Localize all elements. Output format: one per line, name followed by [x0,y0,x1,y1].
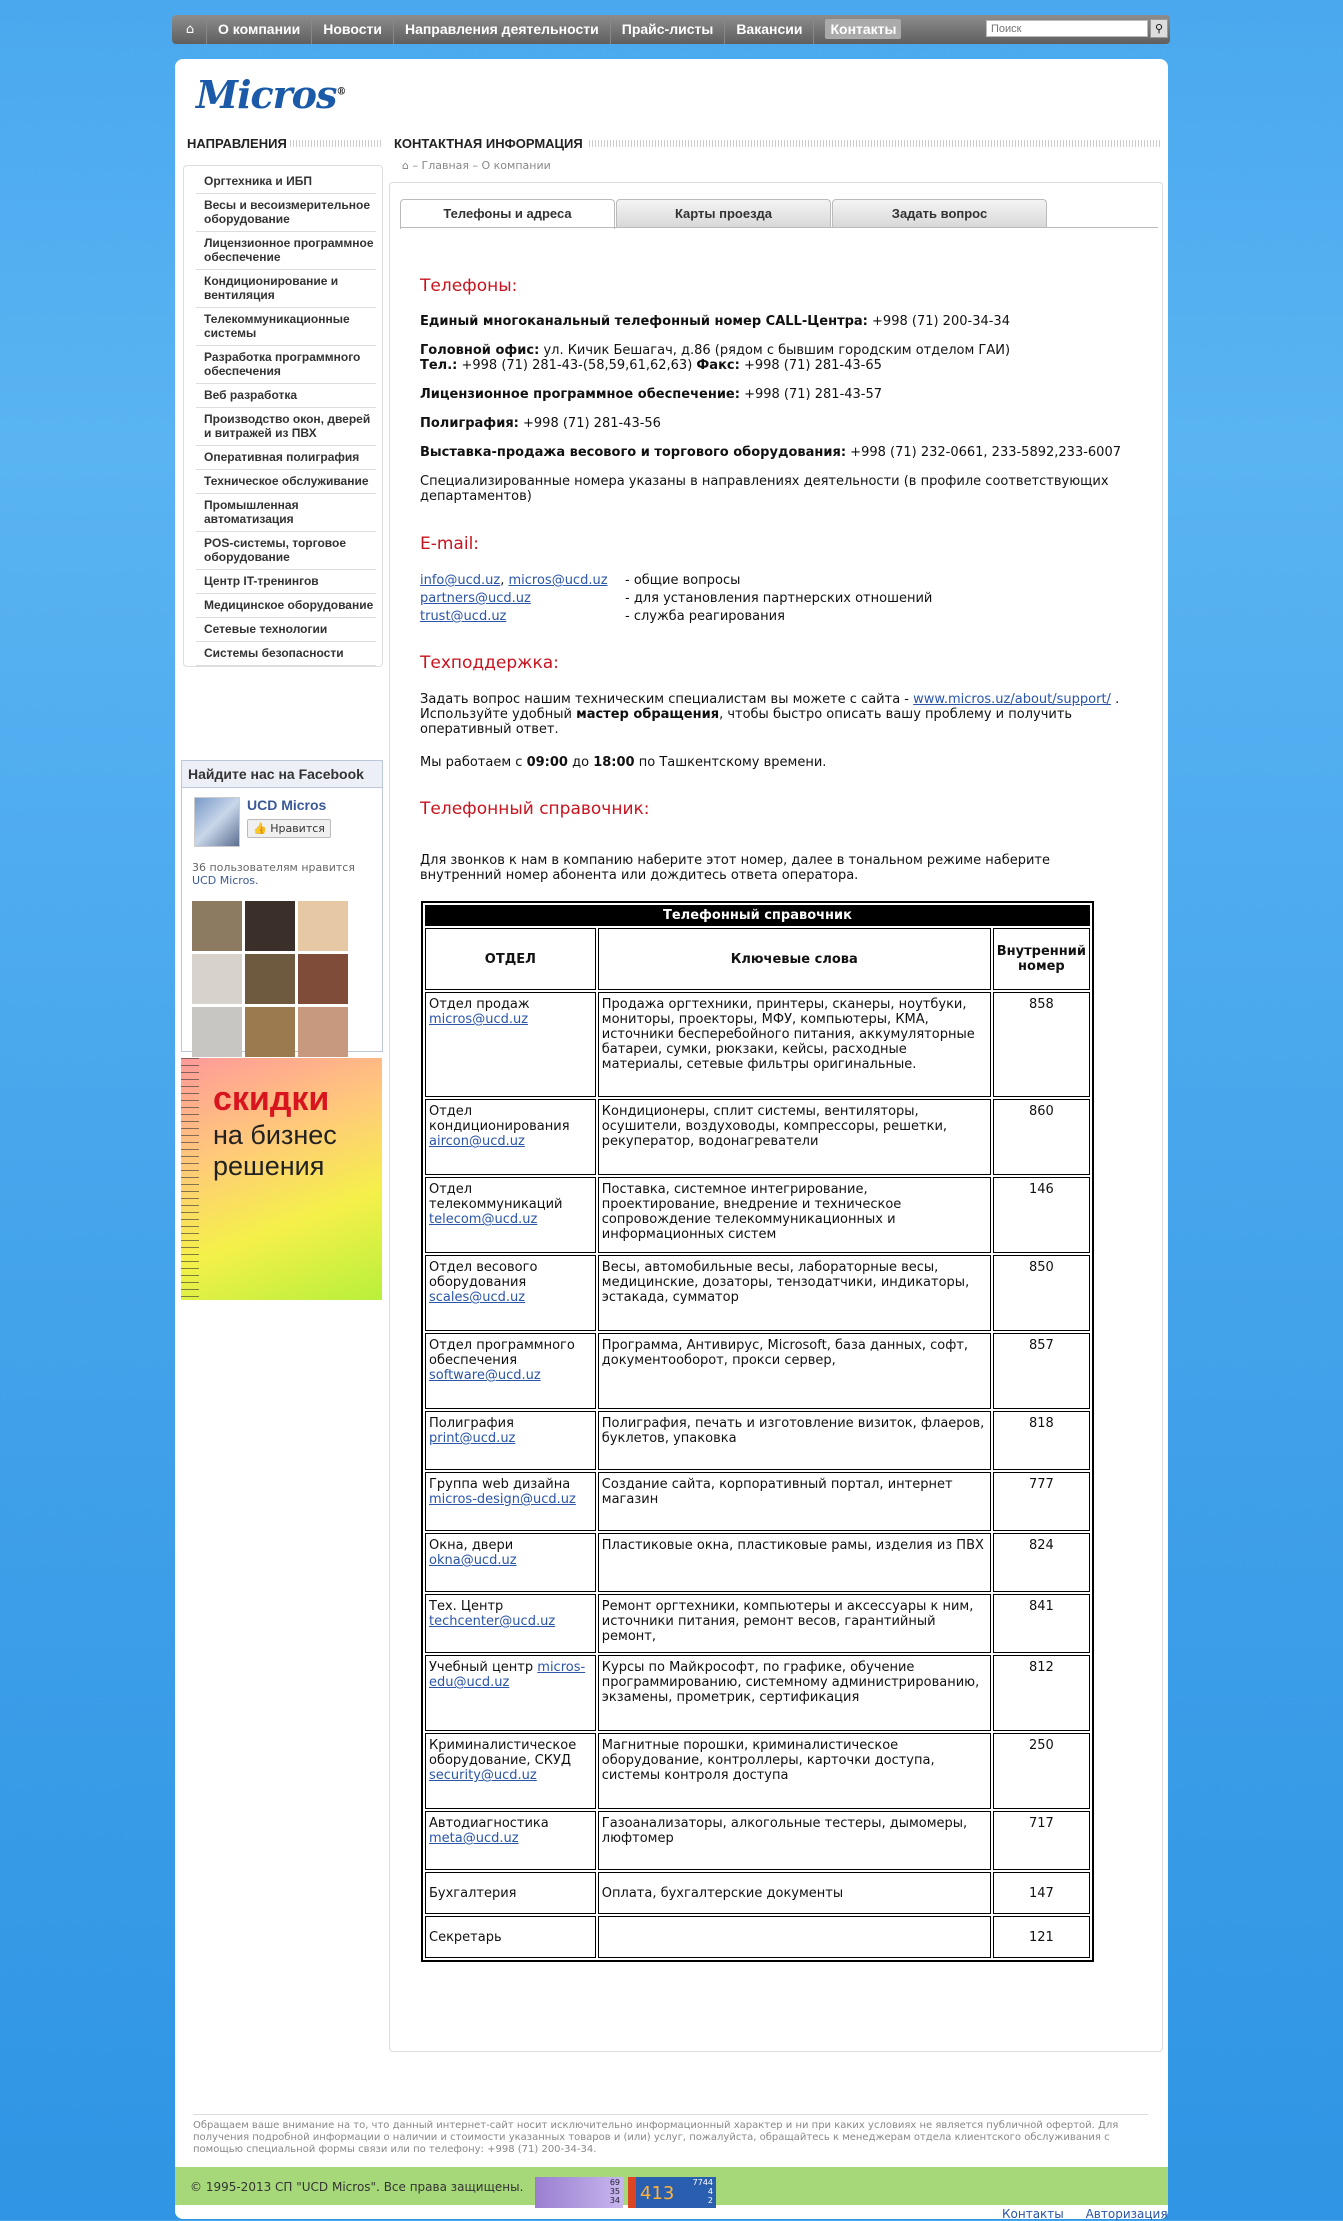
fan-avatar[interactable] [192,1007,242,1057]
keywords-cell: Курсы по Майкрософт, по графике, обучение программированию, системному администрированию, экзамены, прометрик, сертификация [598,1655,991,1731]
dept-email-link[interactable]: meta@ucd.uz [429,1831,519,1846]
software-line: Лицензионное программное обеспечение: +998 (71) 281-43-57 [420,387,883,402]
email-link[interactable]: trust@ucd.uz [420,609,507,624]
ext-cell: 121 [993,1916,1090,1958]
email-desc: - общие вопросы [625,573,741,588]
column-header-keywords: Ключевые слова [598,928,991,990]
email-link[interactable]: partners@ucd.uz [420,591,531,606]
table-row [425,1594,1090,1653]
dept-cell: Отдел продаж micros@ucd.uz [425,992,596,1097]
dept-cell: Отдел программного обеспечения software@ucd.uz [425,1333,596,1409]
visitor-counter[interactable]: 69 35 34 [535,2177,623,2208]
sidebar-item[interactable]: Кондиционирование и вентиляция [196,270,376,308]
table-row [425,1872,1090,1914]
nav-item-directions[interactable]: Направления деятельности [393,15,610,44]
dept-email-link[interactable]: security@ucd.uz [429,1768,537,1783]
ext-cell: 146 [993,1177,1090,1253]
sidebar-item[interactable]: Оперативная полиграфия [196,446,376,470]
support-text: Задать вопрос нашим техническим специалистам вы можете с сайта - www.micros.uz/about/support/ . Используйте удобный мастер обращения, чтобы быстро описать вашу проблему и получить оперативный ответ. [420,692,1120,737]
sidebar-item[interactable]: Весы и весоизмерительное оборудование [196,194,376,232]
ext-cell: 841 [993,1594,1090,1653]
ext-cell: 860 [993,1099,1090,1175]
home-icon[interactable]: ⌂ [402,159,409,172]
column-header-ext: Внутренний номер [993,928,1090,990]
fan-avatar[interactable] [192,901,242,951]
email-link[interactable]: info@ucd.uz [420,573,501,588]
dept-cell: Секретарь [425,1916,596,1958]
dept-email-link[interactable]: okna@ucd.uz [429,1553,517,1568]
ext-cell: 147 [993,1872,1090,1914]
breadcrumb: ⌂ – Главная – О компании [402,159,551,172]
sidebar-item[interactable]: Медицинское оборудование [196,594,376,618]
footer-link-login[interactable]: Авторизация [1085,2207,1168,2221]
working-hours: Мы работаем с 09:00 до 18:00 по Ташкентскому времени. [420,755,827,770]
table-row [425,1655,1090,1731]
keywords-cell: Поставка, системное интегрирование, проектирование, внедрение и техническое сопровождение телекоммуникационных и информационных систем [598,1177,991,1253]
nav-menu [206,15,912,44]
keywords-cell: Весы, автомобильные весы, лабораторные весы, медицинские, дозаторы, тензодатчики, индикаторы, эстакада, сумматор [598,1255,991,1331]
phone-directory-table [421,901,1094,1962]
breadcrumb-home[interactable]: Главная [421,159,469,172]
sidebar-heading: НАПРАВЛЕНИЯ [187,136,287,151]
sidebar-item[interactable]: Техническое обслуживание [196,470,376,494]
email-title: E-mail: [420,534,480,554]
nav-item-about[interactable]: О компании [206,15,311,44]
sidebar-item[interactable]: Лицензионное программное обеспечение [196,232,376,270]
sidebar-item[interactable]: Центр IT-тренингов [196,570,376,594]
heading-rule [290,140,382,147]
facebook-page-name[interactable]: UCD Micros [247,797,327,813]
dept-email-link[interactable]: micros@ucd.uz [429,1012,529,1027]
tel-fax-line: Тел.: +998 (71) 281-43-(58,59,61,62,63) Факс: +998 (71) 281-43-65 [420,358,882,373]
fan-avatar[interactable] [245,954,295,1004]
facebook-like-button[interactable]: 👍 Нравится [247,819,331,838]
email-link[interactable]: micros@ucd.uz [508,573,608,588]
promo-subtitle: на бизнес решения [213,1120,337,1181]
email-row [420,591,531,606]
dept-email-link[interactable]: print@ucd.uz [429,1431,516,1446]
keywords-cell: Магнитные порошки, криминалистическое оборудование, контроллеры, карточки доступа, системы контроля доступа [598,1733,991,1809]
search-input[interactable] [986,20,1148,37]
ext-cell: 857 [993,1333,1090,1409]
directory-title: Телефонный справочник: [420,799,650,819]
ext-cell: 812 [993,1655,1090,1731]
sidebar-item[interactable]: Телекоммуникационные системы [196,308,376,346]
facebook-widget [181,760,383,1052]
fan-avatar[interactable] [245,1007,295,1057]
dept-cell: Окна, двери okna@ucd.uz [425,1533,596,1592]
table-row [425,1733,1090,1809]
sidebar-item[interactable]: Веб разработка [196,384,376,408]
footer-links [1002,2207,1168,2221]
heading-rule [589,140,1161,147]
directory-intro: Для звонков к нам в компанию наберите этот номер, далее в тональном режиме наберите внутренний номер абонента или дождитесь ответа оператора. [420,853,1050,883]
dept-cell: Отдел весового оборудования scales@ucd.uz [425,1255,596,1331]
top-navigation [172,15,1170,44]
ext-cell: 850 [993,1255,1090,1331]
ext-cell: 777 [993,1472,1090,1531]
footer-divider [193,2114,1148,2115]
ext-cell: 818 [993,1411,1090,1470]
ext-cell: 824 [993,1533,1090,1592]
sidebar-menu [183,165,383,667]
keywords-cell: Полиграфия, печать и изготовление визиток, флаеров, буклетов, упаковка [598,1411,991,1470]
stats-counter[interactable]: 413 7744 4 2 [628,2177,716,2208]
search-button[interactable] [1150,19,1168,38]
keywords-cell: Кондиционеры, сплит системы, вентиляторы, осушители, воздуховоды, компрессоры, решетки, рекуператор, водонагреватели [598,1099,991,1175]
dept-cell: Автодиагностика meta@ucd.uz [425,1811,596,1870]
dept-email-link[interactable]: scales@ucd.uz [429,1290,526,1305]
logo[interactable]: Micros® [196,72,346,117]
fan-avatar[interactable] [298,1007,348,1057]
sidebar-item[interactable]: Оргтехника и ИБП [196,170,376,194]
table-row [425,1333,1090,1409]
dept-email-link[interactable]: micros-edu@ucd.uz [429,1660,586,1690]
nav-item-contacts[interactable]: Контакты [813,15,912,44]
keywords-cell: Газоанализаторы, алкогольные тестеры, дымомеры, люфтомер [598,1811,991,1870]
sidebar-item[interactable]: Разработка программного обеспечения [196,346,376,384]
dept-cell: Тех. Центр techcenter@ucd.uz [425,1594,596,1653]
keywords-cell: Продажа оргтехники, принтеры, сканеры, ноутбуки, мониторы, проекторы, МФУ, компьютеры, КМА, источники бесперебойного питания, аккумуляторные батареи, сумки, рюкзаки, кейсы, расходные материалы, сетевые фильтры оригинальные. [598,992,991,1097]
ext-cell: 858 [993,992,1090,1097]
dept-cell: Криминалистическое оборудование, СКУД security@ucd.uz [425,1733,596,1809]
table-row [425,1916,1090,1958]
footer-disclaimer: Обращаем ваше внимание на то, что данный интернет-сайт носит исключительно информационный характер и ни при каких условиях не является публичной офертой. Для получения подробной информации о наличии и стоимости указанных товаров и (или) услуг, пожалуйста, обращайтесь к менеджерам отдела клиентского обслуживания с помощью специальной формы связи или по телефону: +998 (71) 200-34-34. [193,2120,1119,2155]
dept-cell: Отдел телекоммуникаций telecom@ucd.uz [425,1177,596,1253]
dept-cell: Отдел кондиционирования aircon@ucd.uz [425,1099,596,1175]
column-header-dept: ОТДЕЛ [425,928,596,990]
table-row [425,992,1090,1097]
facebook-likes-text: 36 пользователям нравится UCD Micros. [192,861,355,887]
table-row [425,1533,1090,1592]
sidebar-item[interactable]: Промышленная автоматизация [196,494,376,532]
facebook-fans-grid [192,901,352,1057]
support-title: Техподдержка: [420,653,559,673]
table-row [425,1811,1090,1870]
email-desc: - служба реагирования [625,609,785,624]
ext-cell: 717 [993,1811,1090,1870]
fan-avatar[interactable] [298,954,348,1004]
tab-divider [400,227,1158,228]
dept-cell: Полиграфия print@ucd.uz [425,1411,596,1470]
dept-cell: Бухгалтерия [425,1872,596,1914]
breadcrumb-current[interactable]: О компании [481,159,551,172]
dept-email-link[interactable]: telecom@ucd.uz [429,1212,538,1227]
nav-item-vacancies[interactable]: Вакансии [724,15,813,44]
dept-email-link[interactable]: software@ucd.uz [429,1368,541,1383]
office-line: Головной офис: ул. Кичик Бешагач, д.86 (рядом с бывшим городским отделом ГАИ) [420,343,1011,358]
page-title: КОНТАКТНАЯ ИНФОРМАЦИЯ [394,136,583,151]
email-row: info@ucd.uz, micros@ucd.uz [420,573,608,588]
dept-cell: Группа web дизайна micros-design@ucd.uz [425,1472,596,1531]
keywords-cell [598,1916,991,1958]
nav-item-prices[interactable]: Прайс-листы [610,15,725,44]
support-link[interactable]: www.micros.uz/about/support/ [913,692,1111,707]
dept-email-link[interactable]: aircon@ucd.uz [429,1134,525,1149]
search-icon: ⚲ [1154,22,1164,35]
dept-email-link[interactable]: techcenter@ucd.uz [429,1614,556,1629]
table-row [425,1472,1090,1531]
promo-banner[interactable] [181,1058,382,1300]
keywords-cell: Создание сайта, корпоративный портал, интернет магазин [598,1472,991,1531]
table-caption: Телефонный справочник [425,905,1090,926]
keywords-cell: Программа, Антивирус, Microsoft, база данных, софт, документооборот, прокси сервер, [598,1333,991,1409]
footer-link-contacts[interactable]: Контакты [1002,2207,1064,2221]
fan-avatar[interactable] [298,901,348,951]
home-icon[interactable]: ⌂ [185,22,195,37]
email-desc: - для установления партнерских отношений [625,591,933,606]
tab-question[interactable]: Задать вопрос [832,199,1047,227]
fan-avatar[interactable] [192,954,242,1004]
dept-email-link[interactable]: micros-design@ucd.uz [429,1492,576,1507]
counter-brand-strip [628,2177,636,2208]
sidebar-item[interactable]: Сетевые технологии [196,618,376,642]
keywords-cell: Пластиковые окна, пластиковые рамы, изделия из ПВХ [598,1533,991,1592]
table-row [425,1411,1090,1470]
thumbs-up-icon: 👍 [253,822,267,835]
printing-line: Полиграфия: +998 (71) 281-43-56 [420,416,661,431]
nav-item-news[interactable]: Новости [311,15,393,44]
phones-title: Телефоны: [420,276,518,296]
email-row [420,609,506,624]
table-row [425,1177,1090,1253]
facebook-page-avatar[interactable] [194,797,240,847]
sidebar-item[interactable]: POS-системы, торговое оборудование [196,532,376,570]
tab-phones[interactable]: Телефоны и адреса [400,199,615,229]
sidebar-item[interactable]: Производство окон, дверей и витражей из ПВХ [196,408,376,446]
sidebar-item[interactable]: Системы безопасности [196,642,376,666]
promo-title: скидки [213,1080,330,1118]
fan-avatar[interactable] [245,901,295,951]
table-row [425,1099,1090,1175]
keywords-cell: Ремонт оргтехники, компьютеры и аксессуары к ним, источники питания, ремонт весов, гарантийный ремонт, [598,1594,991,1653]
keywords-cell: Оплата, бухгалтерские документы [598,1872,991,1914]
scales-line: Выставка-продажа весового и торгового оборудования: +998 (71) 232-0661, 233-5892,233-6007 [420,445,1121,460]
tab-maps[interactable]: Карты проезда [616,199,831,227]
dept-cell: Учебный центр micros-edu@ucd.uz [425,1655,596,1731]
ext-cell: 250 [993,1733,1090,1809]
table-row [425,1255,1090,1331]
copyright: © 1995-2013 СП "UCD Micros". Все права защищены. [190,2180,524,2194]
special-note: Специализированные номера указаны в направлениях деятельности (в профиле соответствующих департаментов) [420,474,1109,504]
call-center-line: Единый многоканальный телефонный номер CALL-Центра: +998 (71) 200-34-34 [420,314,1010,329]
facebook-title: Найдите нас на Facebook [182,761,382,788]
ruler-graphic [181,1058,199,1300]
